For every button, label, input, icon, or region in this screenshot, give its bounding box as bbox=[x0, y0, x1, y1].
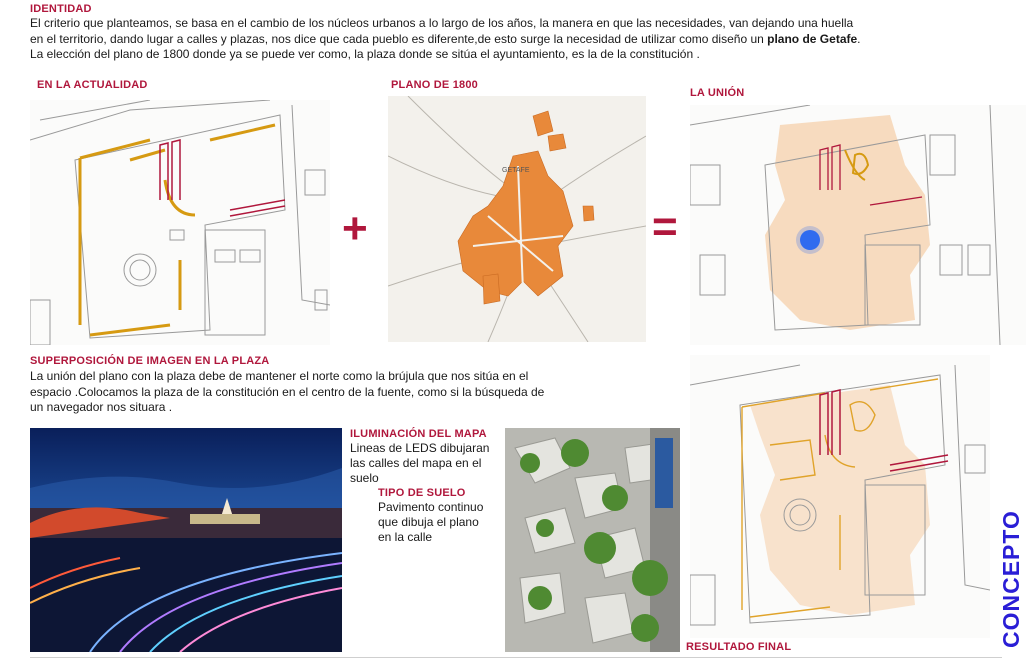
identidad-line-1: El criterio que planteamos, se basa en el cambio de los núcleos urbanos a lo largo de los años, la manera en que las necesidades, van dejando una huella bbox=[30, 16, 854, 30]
iluminacion-line-3: suelo bbox=[350, 471, 379, 485]
superposicion-line-2: espacio .Colocamos la plaza de la constitución en el centro de la fuente, como si la búsqueda de bbox=[30, 384, 545, 399]
suelo-line-1: Pavimento continuo bbox=[378, 500, 484, 514]
iluminacion-line-1: Lineas de LEDS dibujaran bbox=[350, 441, 490, 455]
plano-1800-drawing bbox=[388, 96, 646, 342]
bottom-divider bbox=[30, 657, 1002, 658]
actualidad-map-drawing bbox=[30, 100, 330, 345]
suelo-line-3: en la calle bbox=[378, 530, 433, 544]
led-lights-photo bbox=[30, 428, 342, 652]
getafe-map-label: GETAFE bbox=[502, 167, 530, 174]
suelo-line-2: que dibuja el plano bbox=[378, 515, 479, 529]
superposicion-line-3: un navegador nos situara . bbox=[30, 400, 173, 414]
concepto-side-title: CONCEPTO bbox=[998, 510, 1024, 648]
suelo-heading: TIPO DE SUELO bbox=[378, 487, 466, 499]
union-map bbox=[690, 105, 1026, 345]
iluminacion-line-2: las calles del mapa en el bbox=[350, 456, 482, 470]
union-label: LA UNIÓN bbox=[690, 87, 745, 99]
plano-getafe-emphasis: plano de Getafe bbox=[767, 31, 858, 46]
plano-1800-map bbox=[388, 96, 646, 342]
plus-operator: + bbox=[342, 204, 368, 253]
led-lights-photo-drawing bbox=[30, 428, 342, 652]
equals-operator: = bbox=[652, 202, 678, 251]
actualidad-map bbox=[30, 100, 330, 345]
actualidad-label: EN LA ACTUALIDAD bbox=[37, 79, 148, 91]
pavement-photo bbox=[505, 428, 680, 652]
identidad-paragraph bbox=[30, 16, 1020, 63]
resultado-final-map bbox=[690, 355, 990, 638]
superposicion-line-1: La unión del plano con la plaza debe de mantener el norte como la brújula que nos sitúa en el bbox=[30, 369, 529, 383]
suelo-text bbox=[378, 500, 506, 545]
pavement-photo-drawing bbox=[505, 428, 680, 652]
superposicion-heading: SUPERPOSICIÓN DE IMAGEN EN LA PLAZA bbox=[30, 355, 270, 367]
plano-1800-label: PLANO DE 1800 bbox=[391, 79, 478, 91]
resultado-final-label: RESULTADO FINAL bbox=[686, 641, 792, 653]
identidad-line-3: La elección del plano de 1800 donde ya se puede ver como, la plaza donde se sitúa el ayuntamiento, es la de la constitución . bbox=[30, 47, 700, 61]
iluminacion-text bbox=[350, 441, 508, 486]
identidad-line-2: en el territorio, dando lugar a calles y plazas, nos dice que cada pueblo es diferente,de esto surge la necesidad de utilizar como diseño un plano de Getafe. bbox=[30, 31, 861, 46]
union-map-drawing bbox=[690, 105, 1026, 345]
iluminacion-heading: ILUMINACIÓN DEL MAPA bbox=[350, 428, 487, 440]
superposicion-paragraph bbox=[30, 369, 650, 416]
identidad-heading: IDENTIDAD bbox=[30, 3, 92, 15]
resultado-final-drawing bbox=[690, 355, 990, 638]
